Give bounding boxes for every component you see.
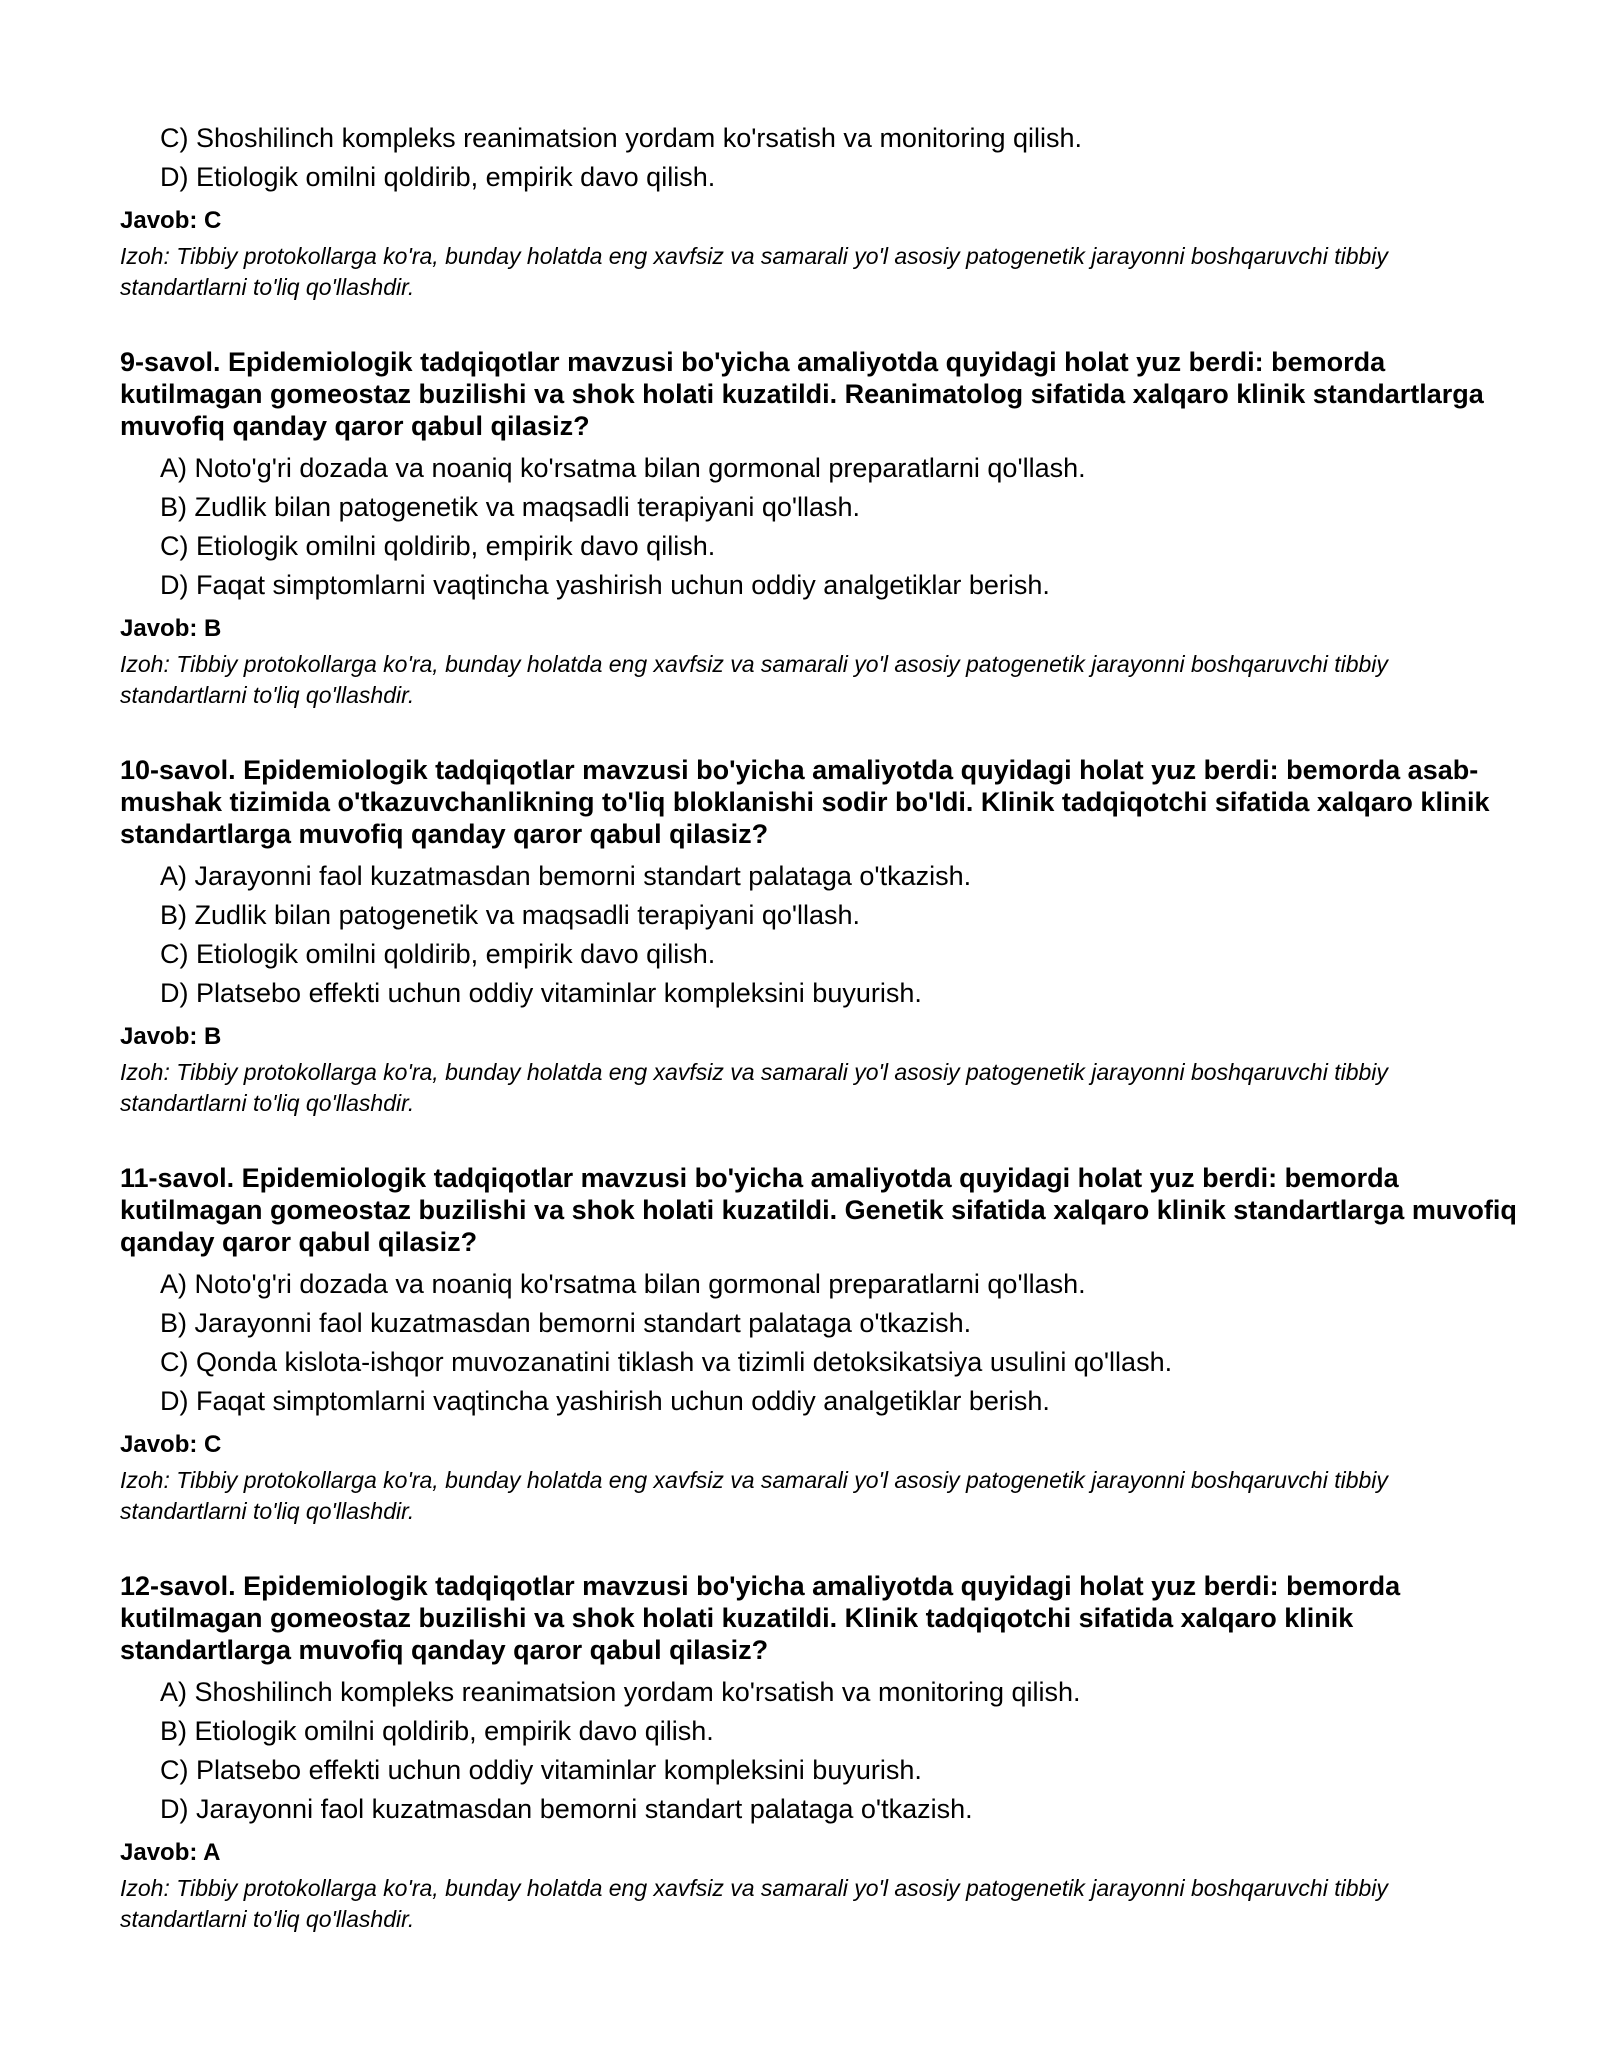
explanation-note: Izoh: Tibbiy protokollarga ko'ra, bunday holatda eng xavfsiz va samarali yo'l asosiy patogenetik jarayonni boshqaruvchi tibbiy standartlarni to'liq qo'llashdir. (120, 1059, 1388, 1116)
answer-label: Javob: A (120, 1839, 221, 1866)
option-a: A) Shoshilinch kompleks reanimatsion yordam ko'rsatish va monitoring qilish. (160, 1677, 1081, 1707)
option-b: B) Jarayonni faol kuzatmasdan bemorni standart palataga o'tkazish. (160, 1308, 972, 1338)
option-b: B) Zudlik bilan patogenetik va maqsadli terapiyani qo'llash. (160, 492, 861, 522)
question-title: 11-savol. Epidemiologik tadqiqotlar mavzusi bo'yicha amaliyotda quyidagi holat yuz berdi: bemorda kutilmagan gomeostaz buzilishi va shok holati kuzatildi. Genetik sifatida xalqaro klinik standartlarga muvofiq qanday qaror qabul qilasiz? (120, 1163, 1517, 1257)
explanation-note: Izoh: Tibbiy protokollarga ko'ra, bunday holatda eng xavfsiz va samarali yo'l asosiy patogenetik jarayonni boshqaruvchi tibbiy standartlarni to'liq qo'llashdir. (120, 1875, 1388, 1932)
question-title: 12-savol. Epidemiologik tadqiqotlar mavzusi bo'yicha amaliyotda quyidagi holat yuz berdi: bemorda kutilmagan gomeostaz buzilishi va shok holati kuzatildi. Klinik tadqiqotchi sifatida xalqaro klinik standartlarga muvofiq qanday qaror qabul qilasiz? (120, 1571, 1401, 1665)
option-c: C) Shoshilinch kompleks reanimatsion yordam ko'rsatish va monitoring qilish. (160, 123, 1083, 153)
option-c: C) Platsebo effekti uchun oddiy vitaminlar kompleksini buyurish. (160, 1755, 922, 1785)
option-a: A) Jarayonni faol kuzatmasdan bemorni standart palataga o'tkazish. (160, 861, 972, 891)
option-d: D) Faqat simptomlarni vaqtincha yashirish uchun oddiy analgetiklar berish. (160, 570, 1050, 600)
answer-label: Javob: C (120, 207, 222, 234)
question-title: 9-savol. Epidemiologik tadqiqotlar mavzusi bo'yicha amaliyotda quyidagi holat yuz berdi: bemorda kutilmagan gomeostaz buzilishi va shok holati kuzatildi. Reanimatolog sifatida xalqaro klinik standartlarga muvofiq qanday qaror qabul qilasiz? (120, 347, 1484, 441)
option-c: C) Etiologik omilni qoldirib, empirik davo qilish. (160, 939, 716, 969)
option-d: D) Faqat simptomlarni vaqtincha yashirish uchun oddiy analgetiklar berish. (160, 1386, 1050, 1416)
option-a: A) Noto'g'ri dozada va noaniq ko'rsatma bilan gormonal preparatlarni qo'llash. (160, 453, 1086, 483)
option-c: C) Etiologik omilni qoldirib, empirik davo qilish. (160, 531, 716, 561)
option-d: D) Etiologik omilni qoldirib, empirik davo qilish. (160, 162, 716, 192)
question-title: 10-savol. Epidemiologik tadqiqotlar mavzusi bo'yicha amaliyotda quyidagi holat yuz berdi: bemorda asab-mushak tizimida o'tkazuvchanlikning to'liq bloklanishi sodir bo'ldi. Klinik tadqiqotchi sifatida xalqaro klinik standartlarga muvofiq qanday qaror qabul qilasiz? (120, 755, 1490, 849)
answer-label: Javob: C (120, 1431, 222, 1458)
option-a: A) Noto'g'ri dozada va noaniq ko'rsatma bilan gormonal preparatlarni qo'llash. (160, 1269, 1086, 1299)
option-d: D) Platsebo effekti uchun oddiy vitaminlar kompleksini buyurish. (160, 978, 922, 1008)
explanation-note: Izoh: Tibbiy protokollarga ko'ra, bunday holatda eng xavfsiz va samarali yo'l asosiy patogenetik jarayonni boshqaruvchi tibbiy standartlarni to'liq qo'llashdir. (120, 243, 1388, 300)
answer-label: Javob: B (120, 1023, 222, 1050)
answer-label: Javob: B (120, 615, 222, 642)
explanation-note: Izoh: Tibbiy protokollarga ko'ra, bunday holatda eng xavfsiz va samarali yo'l asosiy patogenetik jarayonni boshqaruvchi tibbiy standartlarni to'liq qo'llashdir. (120, 1467, 1388, 1524)
option-d: D) Jarayonni faol kuzatmasdan bemorni standart palataga o'tkazish. (160, 1794, 973, 1824)
explanation-note: Izoh: Tibbiy protokollarga ko'ra, bunday holatda eng xavfsiz va samarali yo'l asosiy patogenetik jarayonni boshqaruvchi tibbiy standartlarni to'liq qo'llashdir. (120, 651, 1388, 708)
option-c: C) Qonda kislota-ishqor muvozanatini tiklash va tizimli detoksikatsiya usulini qo'llash. (160, 1347, 1173, 1377)
option-b: B) Zudlik bilan patogenetik va maqsadli terapiyani qo'llash. (160, 900, 861, 930)
option-b: B) Etiologik omilni qoldirib, empirik davo qilish. (160, 1716, 714, 1746)
